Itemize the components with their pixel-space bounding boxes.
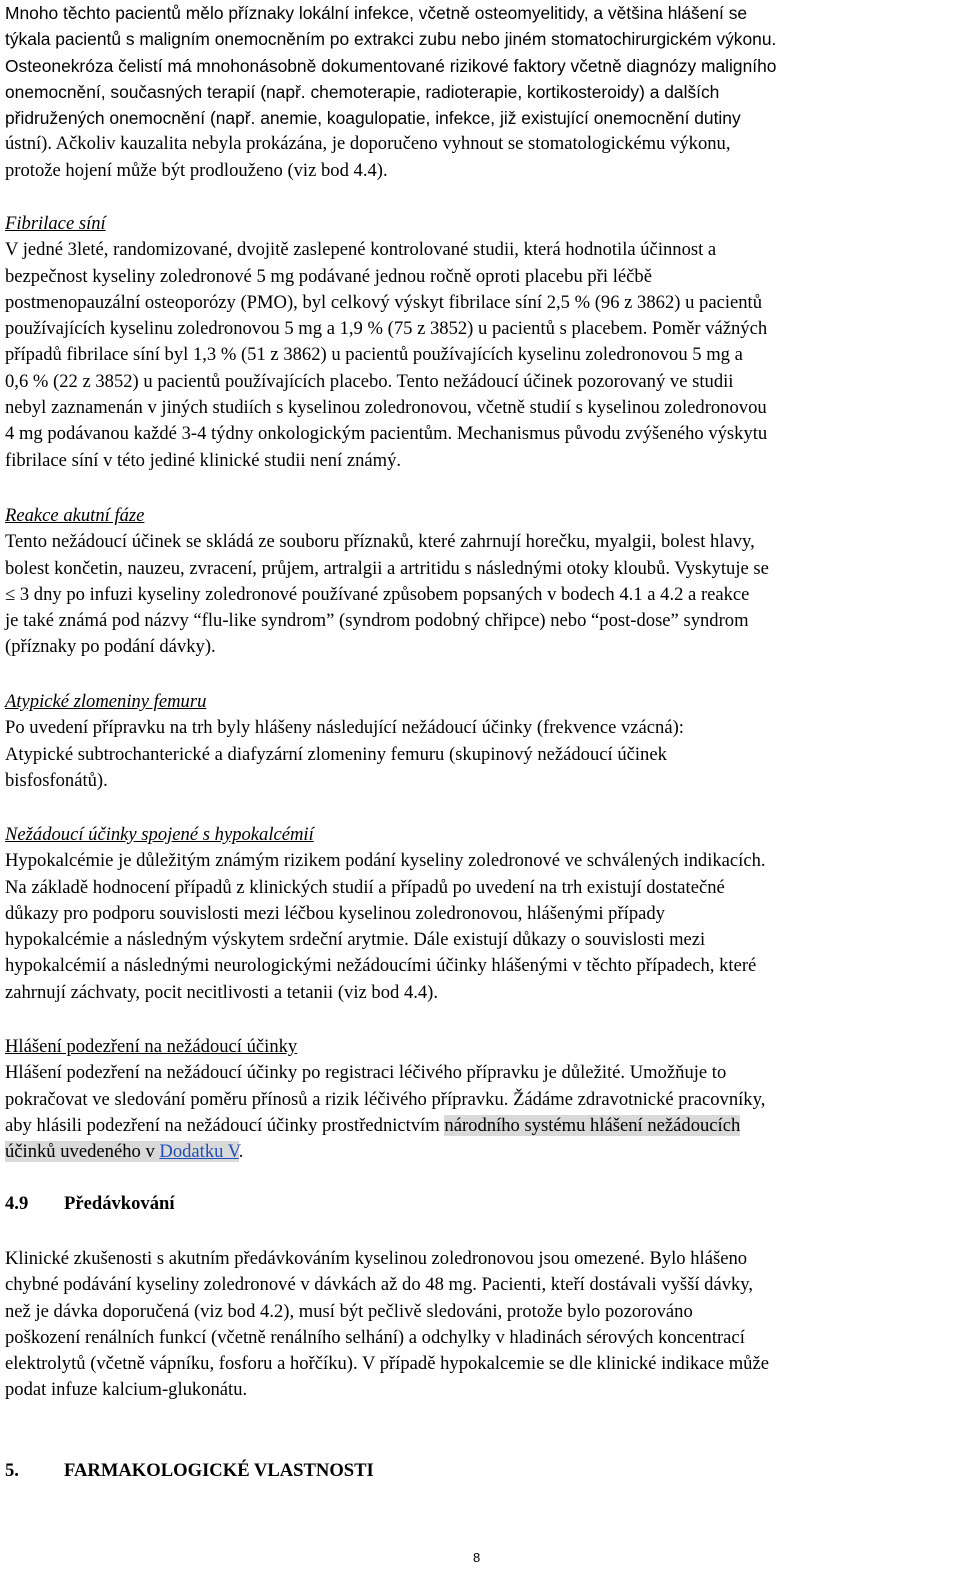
text-line: pokračovat ve sledování poměru přínosů a rizik léčivého přípravku. Žádáme zdravotnické pracovníky,	[5, 1088, 766, 1110]
text-line: přidružených onemocnění (např. anemie, koagulopatie, infekce, již existující onemocnění dutiny	[5, 108, 741, 129]
reporting-section	[5, 1034, 765, 1165]
section-title: Předávkování	[64, 1193, 175, 1214]
afib-section	[5, 211, 767, 474]
text-line: Klinické zkušenosti s akutním předávkováním kyselinou zoledronovou jsou omezené. Bylo hlášeno	[5, 1248, 748, 1269]
text-line: případů fibrilace síní byl 1,3 % (51 z 3862) u pacientů používajících kyselinu zoledronovou 5 mg a	[5, 344, 743, 366]
text-line: ≤ 3 dny po infuzi kyseliny zoledronové používané způsobem popsaných v bodech 4.1 a 4.2 a reakce	[5, 583, 750, 605]
text-line: týkala pacientů s maligním onemocněním po extrakci zubu nebo jiném stomatochirurgickém výkonu.	[5, 29, 777, 50]
text-line: Atypické subtrochanterické a diafyzární zlomeniny femuru (skupinový nežádoucí účinek	[5, 743, 667, 765]
text-line: 4 mg podávanou každé 3-4 týdny onkologickým pacientům. Mechanismus původu zvýšeného výskytu	[5, 423, 768, 445]
intro-paragraph	[5, 0, 776, 184]
text-line: zahrnují záchvaty, pocit necitlivosti a tetanii (viz bod 4.4).	[5, 981, 439, 1003]
text-line: Po uvedení přípravku na trh byly hlášeny následující nežádoucí účinky (frekvence vzácná):	[5, 717, 684, 739]
text-line: důkazy pro podporu souvislosti mezi léčbou kyselinou zoledronovou, hlášenými případy	[5, 902, 665, 924]
text-line: Osteonekróza čelistí má mnohonásobně dokumentované rizikové faktory včetně diagnózy maligního	[5, 55, 777, 76]
text-line: fibrilace síní v této jediné klinické studii není známý.	[5, 449, 402, 471]
text-line: V jedné 3leté, randomizované, dvojitě zaslepené kontrolované studii, která hodnotila účinnost a	[5, 239, 717, 261]
text-line: bisfosfonátů).	[5, 769, 108, 791]
section-number: 4.9	[5, 1193, 29, 1214]
text-line: hypokalcémií a následnými neurologickými nežádoucími účinky hlášenými v těchto případech, které	[5, 955, 757, 977]
text-line: elektrolytů (včetně vápníku, fosforu a hořčíku). V případě hypokalcemie se dle klinické indikace může	[5, 1353, 769, 1375]
reporting-heading: Hlášení podezření na nežádoucí účinky	[5, 1036, 298, 1057]
highlighted-text: účinků uvedeného v	[5, 1141, 160, 1163]
text-line: onemocnění, současných terapií (např. chemoterapie, radioterapie, kortikosteroidy) a dalších	[5, 81, 720, 102]
text-line: Tento nežádoucí účinek se skládá ze souboru příznaků, které zahrnují horečku, myalgii, bolest hlavy,	[5, 531, 755, 553]
text-line: (příznaky po podání dávky).	[5, 636, 216, 658]
section-number: 5.	[5, 1460, 19, 1481]
acute-phase-heading: Reakce akutní fáze	[5, 505, 145, 526]
text-line	[5, 1113, 765, 1139]
text-line: bolest končetin, nauzeu, zvracení, průjem, artralgii a artritidu s následnými otoky kloubů. Vyskytuje se	[5, 557, 769, 579]
acute-phase-section	[5, 503, 769, 661]
text-line: hypokalcémie a následným výskytem srdeční arytmie. Dále existují důkazy o souvislosti mezi	[5, 929, 706, 951]
text-line: poškození renálních funkcí (včetně renálního selhání) a odchylky v hladinách sérových koncentrací	[5, 1326, 745, 1348]
highlighted-text: národního systému hlášení nežádoucích	[444, 1114, 741, 1136]
text-line: postmenopauzální osteoporózy (PMO), byl celkový výskyt fibrilace síní 2,5 % (96 z 3862) u pacientů	[5, 291, 763, 313]
hypocalcemia-section	[5, 822, 766, 1006]
text-line: protože hojení může být prodlouženo (viz bod 4.4).	[5, 159, 388, 181]
text-line	[5, 1139, 765, 1165]
text-line: ústní). Ačkoliv kauzalita nebyla prokázána, je doporučeno vyhnout se stomatologickému výkonu,	[5, 133, 731, 155]
overdose-section	[5, 1246, 769, 1404]
page-number: 8	[473, 1550, 481, 1565]
femur-heading: Atypické zlomeniny femuru	[5, 691, 207, 712]
period: .	[238, 1141, 244, 1163]
afib-heading: Fibrilace síní	[5, 213, 106, 234]
text-line: než je dávka doporučená (viz bod 4.2), musí být pečlivě sledováni, protože bylo pozorováno	[5, 1300, 693, 1322]
text-line: používajících kyselinu zoledronovou 5 mg a 1,9 % (75 z 3852) u pacientů s placebem. Poměr vážných	[5, 318, 768, 340]
femur-section	[5, 689, 684, 794]
text-line: nebyl zaznamenán v jiných studiích s kyselinou zoledronovou, včetně studií s kyselinou zoledronovou	[5, 397, 767, 419]
text-line: 0,6 % (22 z 3852) u pacientů používajících placebo. Tento nežádoucí účinek pozorovaný ve studii	[5, 370, 734, 392]
text-line: Na základě hodnocení případů z klinických studií a případů po uvedení na trh existují dostatečné	[5, 876, 725, 898]
text-line: podat infuze kalcium-glukonátu.	[5, 1379, 248, 1401]
dodatek-v-link[interactable]: Dodatku V	[159, 1141, 239, 1163]
text-line: chybné podávání kyseliny zoledronové v dávkách až do 48 mg. Pacienti, kteří dostávali vyšší dávky,	[5, 1274, 754, 1296]
text-line: bezpečnost kyseliny zoledronové 5 mg podávané jednou ročně oproti placebu při léčbě	[5, 265, 652, 287]
overdose-heading	[5, 1193, 175, 1215]
section5-heading	[5, 1460, 374, 1482]
text-line: Hlášení podezření na nežádoucí účinky po registraci léčivého přípravku je důležité. Umožňuje to	[5, 1062, 727, 1084]
text-line: Hypokalcémie je důležitým známým rizikem podání kyseliny zoledronové ve schválených indikacích.	[5, 850, 766, 872]
text-line: Mnoho těchto pacientů mělo příznaky lokální infekce, včetně osteomyelitidy, a většina hlášení se	[5, 3, 748, 23]
hypocalcemia-heading: Nežádoucí účinky spojené s hypokalcémií	[5, 824, 314, 845]
section-title: FARMAKOLOGICKÉ VLASTNOSTI	[64, 1460, 374, 1481]
text-span: aby hlásili podezření na nežádoucí účinky prostřednictvím	[5, 1114, 445, 1136]
text-line: je také známá pod názvy “flu-like syndrom” (syndrom podobný chřipce) nebo “post-dose” syndrom	[5, 610, 749, 632]
